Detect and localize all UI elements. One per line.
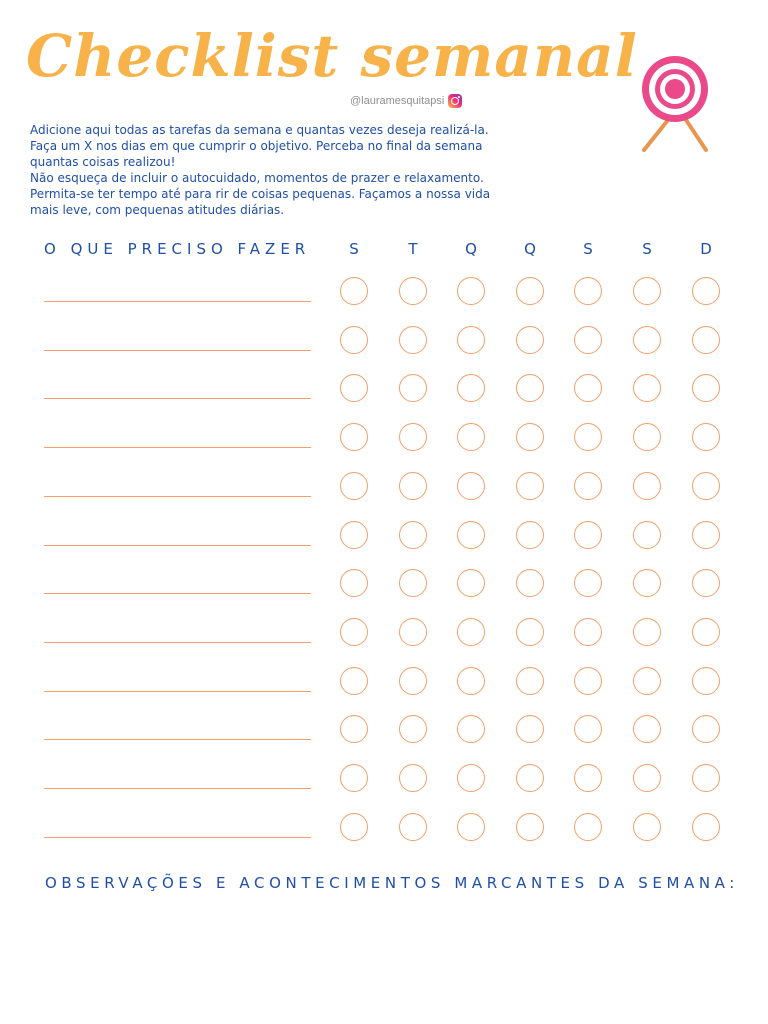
day-checkbox[interactable] [692,569,720,597]
task-input-line[interactable] [44,739,311,740]
day-checkbox[interactable] [633,764,661,792]
day-checkbox[interactable] [340,569,368,597]
day-checkbox[interactable] [399,569,427,597]
day-checkbox[interactable] [399,715,427,743]
task-input-line[interactable] [44,398,311,399]
day-checkbox[interactable] [692,667,720,695]
task-input-line[interactable] [44,788,311,789]
day-checkbox[interactable] [516,326,544,354]
task-input-line[interactable] [44,642,311,643]
day-checkbox[interactable] [340,277,368,305]
day-checkbox[interactable] [574,374,602,402]
day-checkbox[interactable] [692,764,720,792]
instruction-line: Adicione aqui todas as tarefas da semana e quantas vezes deseja realizá-la. [30,123,489,137]
day-checkbox[interactable] [399,618,427,646]
day-checkbox[interactable] [340,374,368,402]
task-input-line[interactable] [44,496,311,497]
day-checkbox[interactable] [633,521,661,549]
day-checkbox[interactable] [516,277,544,305]
day-checkbox[interactable] [399,326,427,354]
task-input-line[interactable] [44,350,311,351]
task-input-line[interactable] [44,837,311,838]
day-checkbox[interactable] [399,277,427,305]
day-checkbox[interactable] [574,813,602,841]
day-checkbox[interactable] [516,667,544,695]
observations-label: OBSERVAÇÕES E ACONTECIMENTOS MARCANTES DA SEMANA: [45,874,739,892]
day-checkbox[interactable] [457,569,485,597]
day-checkbox[interactable] [633,667,661,695]
day-checkbox[interactable] [633,277,661,305]
day-checkbox[interactable] [340,813,368,841]
day-checkbox[interactable] [457,374,485,402]
day-checkbox[interactable] [692,472,720,500]
instagram-icon [448,94,462,108]
day-checkbox[interactable] [574,618,602,646]
day-checkbox[interactable] [516,569,544,597]
day-checkbox[interactable] [692,813,720,841]
day-header: D [700,240,712,258]
day-checkbox[interactable] [574,715,602,743]
day-checkbox[interactable] [633,618,661,646]
day-checkbox[interactable] [340,618,368,646]
day-checkbox[interactable] [457,423,485,451]
day-checkbox[interactable] [457,521,485,549]
day-checkbox[interactable] [516,423,544,451]
social-handle [350,93,462,109]
day-checkbox[interactable] [399,423,427,451]
day-checkbox[interactable] [692,423,720,451]
day-checkbox[interactable] [457,715,485,743]
page-title: Checklist semanal [26,22,638,90]
instruction-line: Não esqueça de incluir o autocuidado, momentos de prazer e relaxamento. [30,171,484,185]
task-input-line[interactable] [44,545,311,546]
day-checkbox[interactable] [574,277,602,305]
day-checkbox[interactable] [340,326,368,354]
day-checkbox[interactable] [574,326,602,354]
instagram-handle-text: @lauramesquitapsi [350,95,445,107]
day-checkbox[interactable] [516,521,544,549]
day-checkbox[interactable] [399,813,427,841]
day-checkbox[interactable] [633,374,661,402]
day-checkbox[interactable] [516,618,544,646]
day-checkbox[interactable] [633,472,661,500]
day-checkbox[interactable] [574,764,602,792]
day-checkbox[interactable] [457,618,485,646]
day-checkbox[interactable] [399,667,427,695]
task-input-line[interactable] [44,301,311,302]
day-header: S [583,240,593,258]
day-checkbox[interactable] [633,715,661,743]
instruction-line: Faça um X nos dias em que cumprir o objetivo. Perceba no final da semana quantas coisas realizou! [30,139,483,169]
day-checkbox[interactable] [692,715,720,743]
day-checkbox[interactable] [399,472,427,500]
target-icon [632,50,722,154]
day-checkbox[interactable] [692,326,720,354]
day-checkbox[interactable] [574,569,602,597]
task-input-line[interactable] [44,447,311,448]
day-checkbox[interactable] [633,326,661,354]
instruction-line: Permita-se ter tempo até para rir de coisas pequenas. Façamos a nossa vida mais leve, com pequenas atitudes diárias. [30,187,491,217]
task-input-line[interactable] [44,691,311,692]
instructions-text [30,122,510,218]
task-column-header: O QUE PRECISO FAZER [44,240,311,258]
day-checkbox[interactable] [692,277,720,305]
day-checkbox[interactable] [457,326,485,354]
day-checkbox[interactable] [516,472,544,500]
day-checkbox[interactable] [399,374,427,402]
day-checkbox[interactable] [340,667,368,695]
day-checkbox[interactable] [574,423,602,451]
day-checkbox[interactable] [574,521,602,549]
day-checkbox[interactable] [457,667,485,695]
day-checkbox[interactable] [633,423,661,451]
day-header: T [408,240,418,258]
day-checkbox[interactable] [399,764,427,792]
day-checkbox[interactable] [399,521,427,549]
day-checkbox[interactable] [457,472,485,500]
day-checkbox[interactable] [340,472,368,500]
day-header: S [642,240,652,258]
day-checkbox[interactable] [340,521,368,549]
day-checkbox[interactable] [692,374,720,402]
day-checkbox[interactable] [340,423,368,451]
day-checkbox[interactable] [633,813,661,841]
day-header: S [349,240,359,258]
day-checkbox[interactable] [692,521,720,549]
day-checkbox[interactable] [340,715,368,743]
day-checkbox[interactable] [516,813,544,841]
day-checkbox[interactable] [516,764,544,792]
day-header: Q [524,240,536,258]
day-checkbox[interactable] [457,813,485,841]
day-checkbox[interactable] [633,569,661,597]
day-checkbox[interactable] [457,277,485,305]
task-input-line[interactable] [44,593,311,594]
day-checkbox[interactable] [516,715,544,743]
day-checkbox[interactable] [574,472,602,500]
day-checkbox[interactable] [574,667,602,695]
day-checkbox[interactable] [457,764,485,792]
day-checkbox[interactable] [340,764,368,792]
day-header: Q [465,240,477,258]
day-checkbox[interactable] [692,618,720,646]
day-checkbox[interactable] [516,374,544,402]
